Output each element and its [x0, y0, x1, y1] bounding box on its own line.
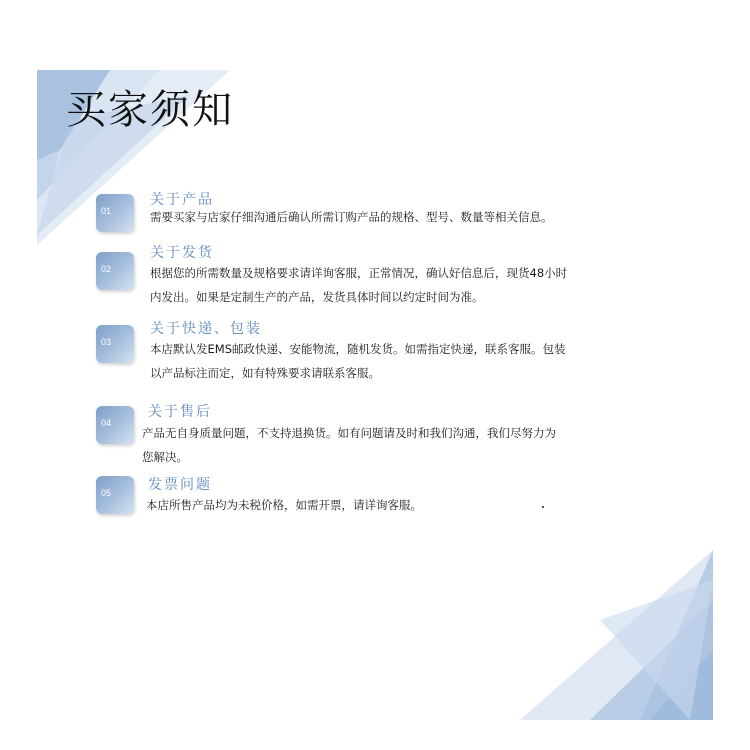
number-badge: [96, 194, 134, 232]
description-line: 您解决。: [142, 450, 188, 464]
item-heading: 关于发货: [150, 245, 214, 261]
item-heading: 关于售后: [148, 404, 212, 420]
item-description: [142, 421, 556, 469]
description-line: 需要买家与店家仔细沟通后确认所需订购产品的规格、型号、数量等相关信息。: [150, 210, 553, 224]
number-badge: [96, 325, 134, 363]
badge-number: 04: [101, 418, 112, 428]
item-description: [150, 337, 565, 385]
description-line: 产品无自身质量问题，不支持退换货。如有问题请及时和我们沟通，我们尽努力为: [142, 426, 556, 440]
number-badge: [96, 406, 134, 444]
description-line: 本店默认发EMS邮政快递、安能物流，随机发货。如需指定快递，联系客服。包装: [150, 342, 566, 356]
item-heading: 关于快递、包装: [150, 321, 262, 337]
badge-number: 02: [101, 264, 112, 274]
number-badge: [96, 252, 134, 290]
badge-number: 05: [101, 488, 112, 498]
description-line: 根据您的所需数量及规格要求请详询客服，正常情况，确认好信息后，现货48小时: [150, 266, 568, 280]
badge-number: 01: [101, 206, 112, 216]
item-description: [146, 493, 422, 517]
description-line: 本店所售产品均为未税价格，如需开票，请详询客服。: [146, 498, 422, 512]
stray-dot: [542, 506, 544, 508]
item-description: [150, 261, 567, 309]
item-heading: 关于产品: [150, 192, 214, 208]
description-line: 以产品标注而定，如有特殊要求请联系客服。: [150, 366, 380, 380]
item-description: [150, 205, 553, 229]
number-badge: [96, 476, 134, 514]
badge-number: 03: [101, 337, 112, 347]
item-heading: 发票问题: [148, 477, 212, 493]
description-line: 内发出。如果是定制生产的产品，发货具体时间以约定时间为准。: [150, 290, 484, 304]
page-title: 买家须知: [66, 87, 234, 133]
